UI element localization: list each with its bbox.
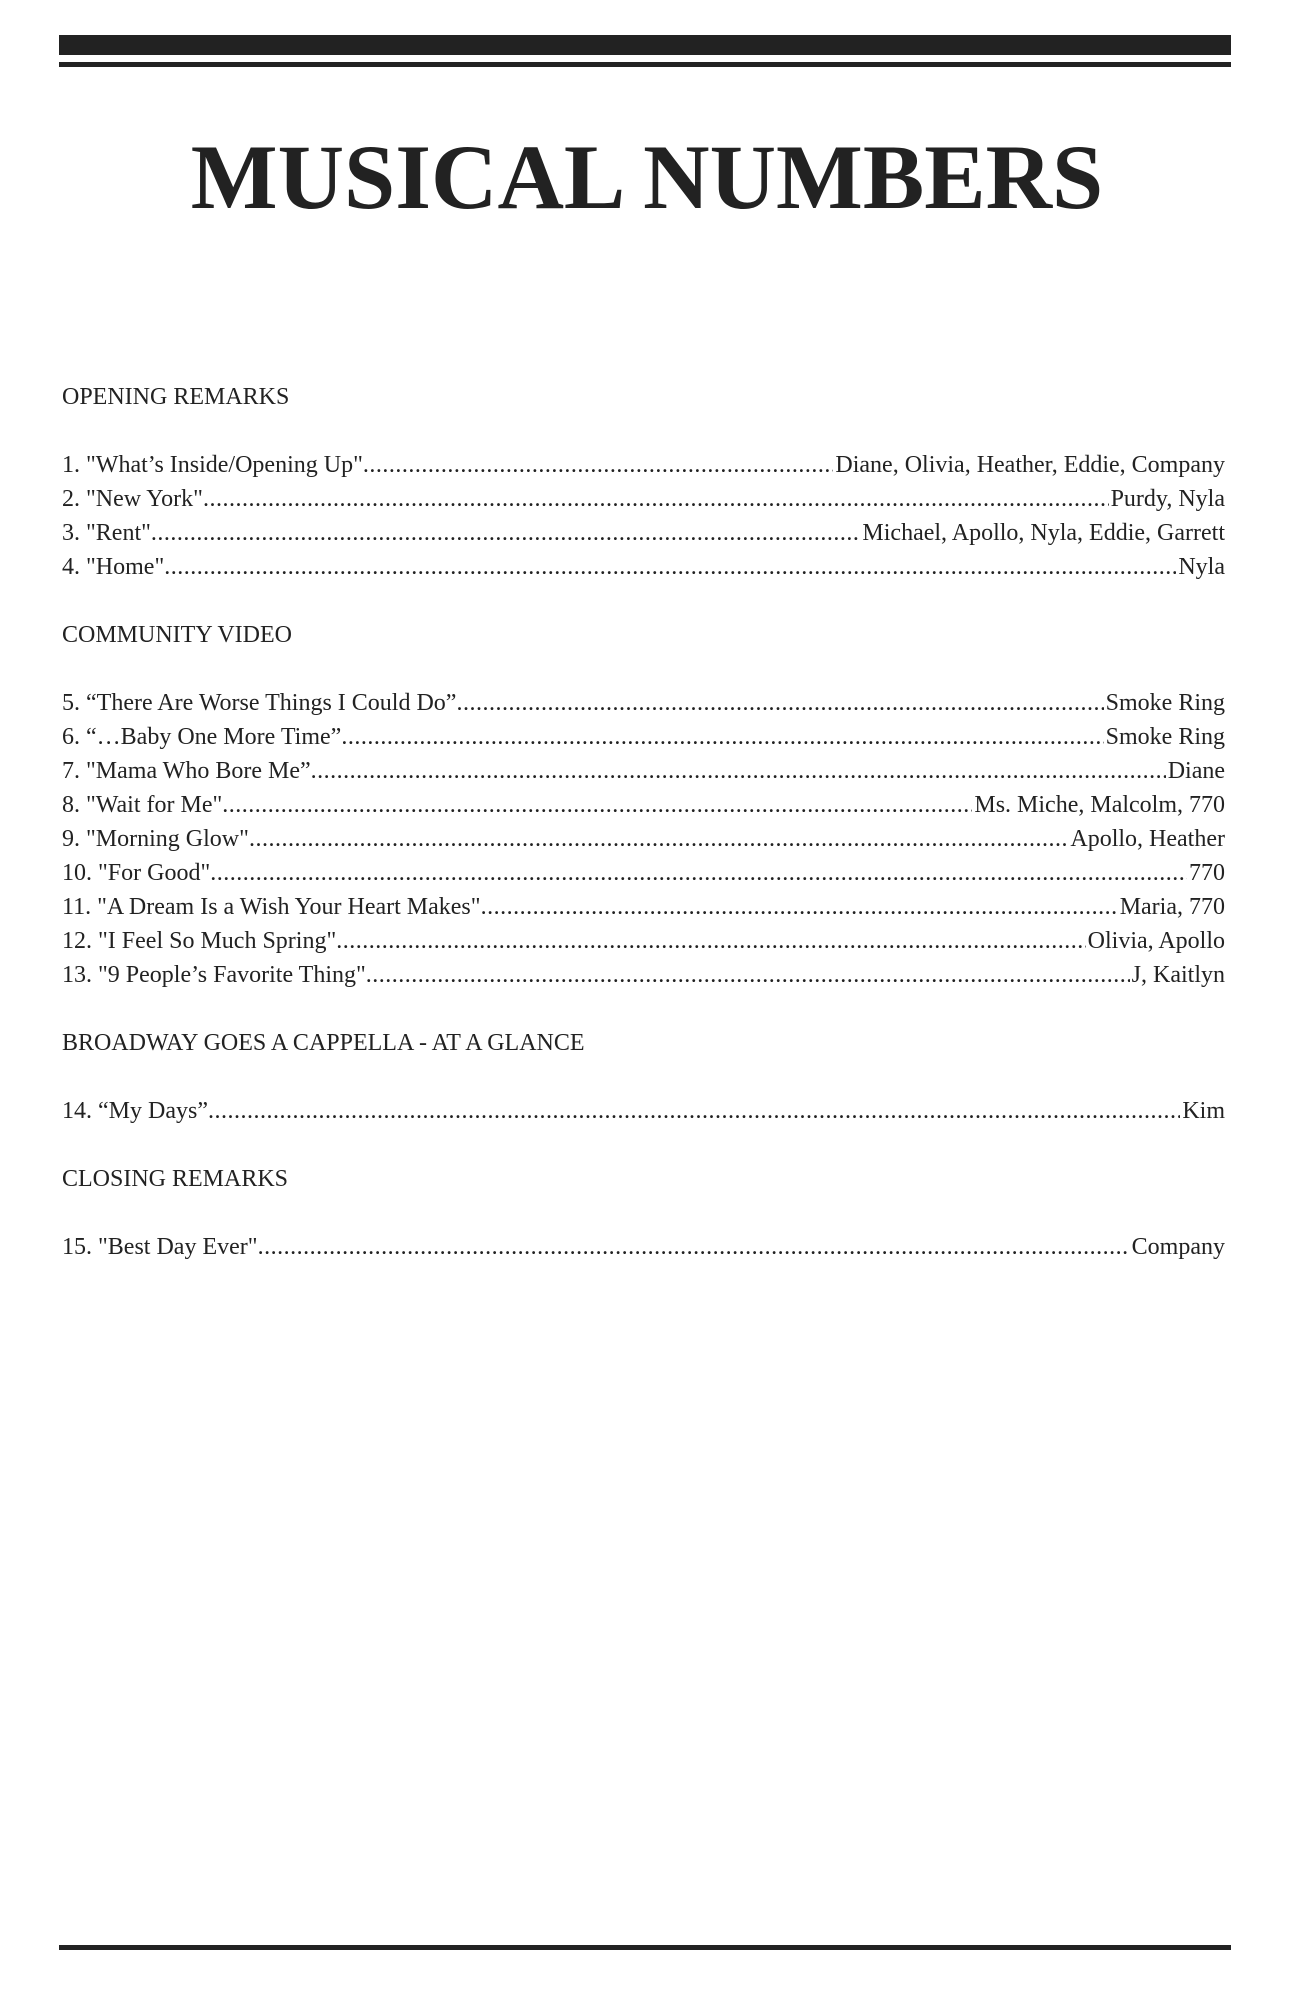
song-title: 4. "Home" xyxy=(62,554,165,580)
performers: Apollo, Heather xyxy=(1070,826,1225,852)
dot-leader xyxy=(249,822,1068,856)
program-entry xyxy=(62,516,1225,550)
program-entry xyxy=(62,550,1225,584)
performers: Kim xyxy=(1182,1098,1225,1124)
performers: Smoke Ring xyxy=(1105,724,1225,750)
dot-leader xyxy=(311,754,1166,788)
song-title: 15. "Best Day Ever" xyxy=(62,1234,258,1260)
section-community-video xyxy=(62,618,1225,992)
song-title: 3. "Rent" xyxy=(62,520,151,546)
section-heading: BROADWAY GOES A CAPPELLA - AT A GLANCE xyxy=(62,1030,585,1056)
song-title: 12. "I Feel So Much Spring" xyxy=(62,928,337,954)
program-entry xyxy=(62,448,1225,482)
performers: Michael, Apollo, Nyla, Eddie, Garrett xyxy=(862,520,1225,546)
song-title: 5. “There Are Worse Things I Could Do” xyxy=(62,690,457,716)
program-entry xyxy=(62,788,1225,822)
program-entry xyxy=(62,958,1225,992)
dot-leader xyxy=(222,788,972,822)
song-title: 13. "9 People’s Favorite Thing" xyxy=(62,962,366,988)
dot-leader xyxy=(258,1230,1130,1264)
song-title: 8. "Wait for Me" xyxy=(62,792,223,818)
program-entry xyxy=(62,890,1225,924)
song-title: 2. "New York" xyxy=(62,486,203,512)
performers: Diane, Olivia, Heather, Eddie, Company xyxy=(835,452,1225,478)
performers: Olivia, Apollo xyxy=(1087,928,1225,954)
performers: Nyla xyxy=(1178,554,1225,580)
section-heading: COMMUNITY VIDEO xyxy=(62,622,292,648)
section-opening-remarks xyxy=(62,380,1225,584)
section-closing-remarks xyxy=(62,1162,1225,1264)
dot-leader xyxy=(481,890,1118,924)
program-entry xyxy=(62,1094,1225,1128)
top-thin-rule xyxy=(59,62,1231,67)
dot-leader xyxy=(363,448,834,482)
performers: Maria, 770 xyxy=(1119,894,1225,920)
song-title: 14. “My Days” xyxy=(62,1098,208,1124)
performers: Company xyxy=(1131,1234,1225,1260)
song-title: 9. "Morning Glow" xyxy=(62,826,249,852)
song-title: 10. "For Good" xyxy=(62,860,211,886)
song-title: 11. "A Dream Is a Wish Your Heart Makes" xyxy=(62,894,481,920)
bottom-rule xyxy=(59,1945,1231,1950)
dot-leader xyxy=(336,924,1085,958)
program-entry xyxy=(62,754,1225,788)
song-title: 7. "Mama Who Bore Me” xyxy=(62,758,311,784)
program-entry xyxy=(62,482,1225,516)
performers: 770 xyxy=(1189,860,1225,886)
dot-leader xyxy=(210,856,1187,890)
dot-leader xyxy=(208,1094,1180,1128)
performers: Purdy, Nyla xyxy=(1110,486,1225,512)
performers: Diane xyxy=(1167,758,1225,784)
dot-leader xyxy=(366,958,1130,992)
performers: J, Kaitlyn xyxy=(1131,962,1225,988)
program-entry xyxy=(62,720,1225,754)
section-broadway-goes-a-cappella xyxy=(62,1026,1225,1128)
program-entry xyxy=(62,856,1225,890)
performers: Ms. Miche, Malcolm, 770 xyxy=(974,792,1225,818)
dot-leader xyxy=(164,550,1176,584)
page-title: MUSICAL NUMBERS xyxy=(190,126,1104,228)
program-list xyxy=(62,380,1225,1298)
top-thick-rule xyxy=(59,35,1231,55)
program-entry xyxy=(62,686,1225,720)
song-title: 1. "What’s Inside/Opening Up" xyxy=(62,452,363,478)
dot-leader xyxy=(341,720,1103,754)
program-entry xyxy=(62,822,1225,856)
dot-leader xyxy=(151,516,861,550)
dot-leader xyxy=(456,686,1103,720)
section-heading: OPENING REMARKS xyxy=(62,384,290,410)
program-entry xyxy=(62,924,1225,958)
section-heading: CLOSING REMARKS xyxy=(62,1166,289,1192)
song-title: 6. “…Baby One More Time” xyxy=(62,724,342,750)
dot-leader xyxy=(203,482,1109,516)
program-entry xyxy=(62,1230,1225,1264)
performers: Smoke Ring xyxy=(1105,690,1225,716)
